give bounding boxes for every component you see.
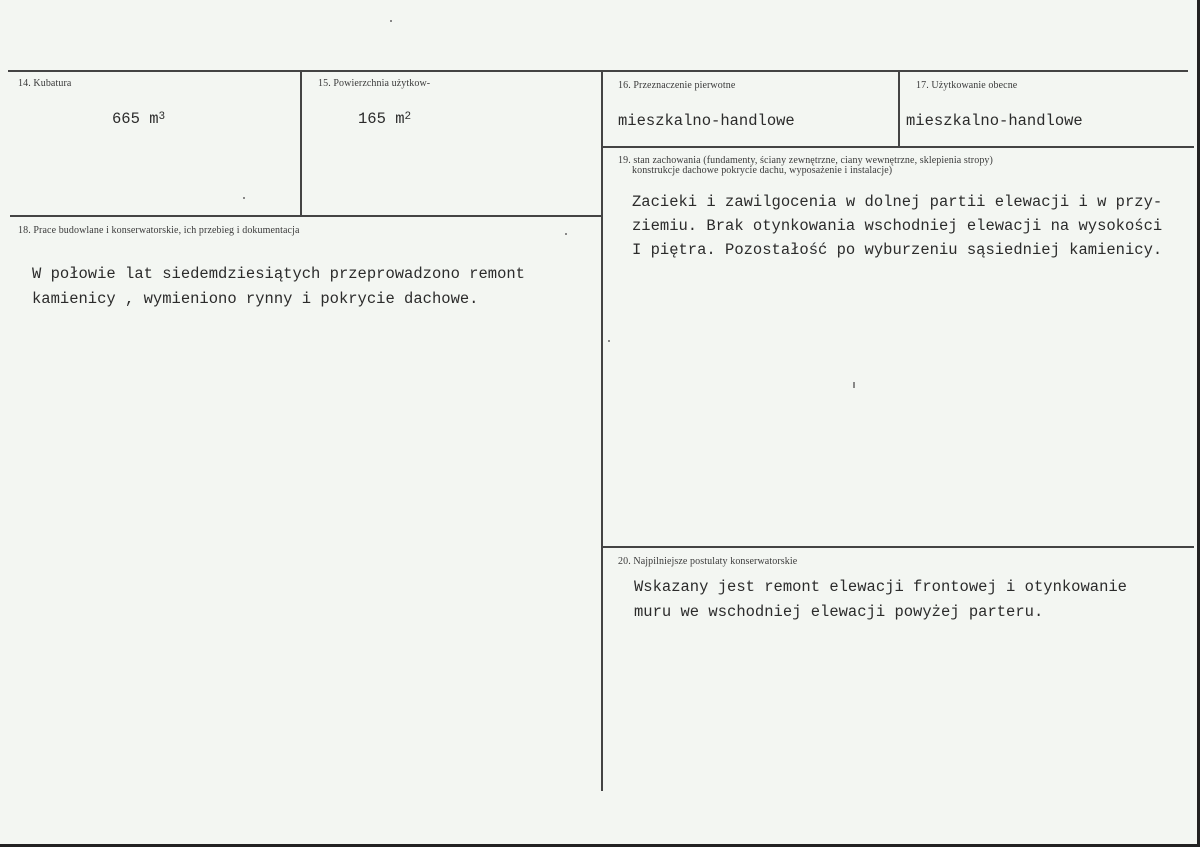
field-18-label: 18. Prace budowlane i konserwatorskie, ich przebieg i dokumentacja bbox=[18, 225, 300, 236]
field-15-exponent: 2 bbox=[404, 111, 412, 123]
field-19-label-line-1: 19. stan zachowania (fundamenty, ściany zewnętrzne, ciany wewnętrzne, sklepienia stropy) bbox=[618, 155, 993, 166]
speck bbox=[608, 340, 610, 342]
speck bbox=[243, 197, 245, 199]
field-15-number: 165 m bbox=[358, 110, 405, 128]
top-rule bbox=[8, 70, 1188, 72]
field-14-label: 14. Kubatura bbox=[18, 78, 72, 89]
divider-14-15 bbox=[300, 71, 302, 216]
rule-above-18 bbox=[10, 215, 602, 217]
speck bbox=[853, 382, 855, 388]
field-17-value: mieszkalno-handlowe bbox=[906, 112, 1083, 130]
speck bbox=[565, 233, 567, 235]
rule-above-20 bbox=[602, 546, 1194, 548]
field-18-line-2: kamienicy , wymieniono rynny i pokrycie dachowe. bbox=[32, 290, 479, 308]
field-19-line-1: Zacieki i zawilgocenia w dolnej partii elewacji i w przy- bbox=[632, 193, 1163, 211]
field-14-number: 665 m bbox=[112, 110, 159, 128]
field-16-value: mieszkalno-handlowe bbox=[618, 112, 795, 130]
field-20-line-2: muru we wschodniej elewacji powyżej parteru. bbox=[634, 603, 1044, 621]
field-17-label: 17. Użytkowanie obecne bbox=[916, 80, 1018, 91]
field-18-line-1: W połowie lat siedemdziesiątych przeprowadzono remont bbox=[32, 265, 525, 283]
field-16-label: 16. Przeznaczenie pierwotne bbox=[618, 80, 736, 91]
field-15-value bbox=[358, 107, 411, 131]
field-19-line-2: ziemiu. Brak otynkowania wschodniej elewacji na wysokości bbox=[632, 217, 1163, 235]
field-19-line-3: I piętra. Pozostałość po wyburzeniu sąsiedniej kamienicy. bbox=[632, 241, 1163, 259]
field-15-label: 15. Powierzchnia użytkow- bbox=[318, 78, 431, 89]
field-14-value bbox=[112, 107, 165, 131]
field-20-label: 20. Najpilniejsze postulaty konserwatorskie bbox=[618, 556, 798, 567]
field-19-label-line-2: konstrukcje dachowe pokrycie dachu, wyposażenie i instalacje) bbox=[632, 165, 893, 176]
rule-above-19 bbox=[602, 146, 1194, 148]
field-20-line-1: Wskazany jest remont elewacji frontowej i otynkowanie bbox=[634, 578, 1127, 596]
divider-16-17 bbox=[898, 71, 900, 147]
field-14-exponent: 3 bbox=[158, 111, 166, 123]
divider-main bbox=[601, 71, 603, 791]
speck bbox=[390, 20, 392, 22]
